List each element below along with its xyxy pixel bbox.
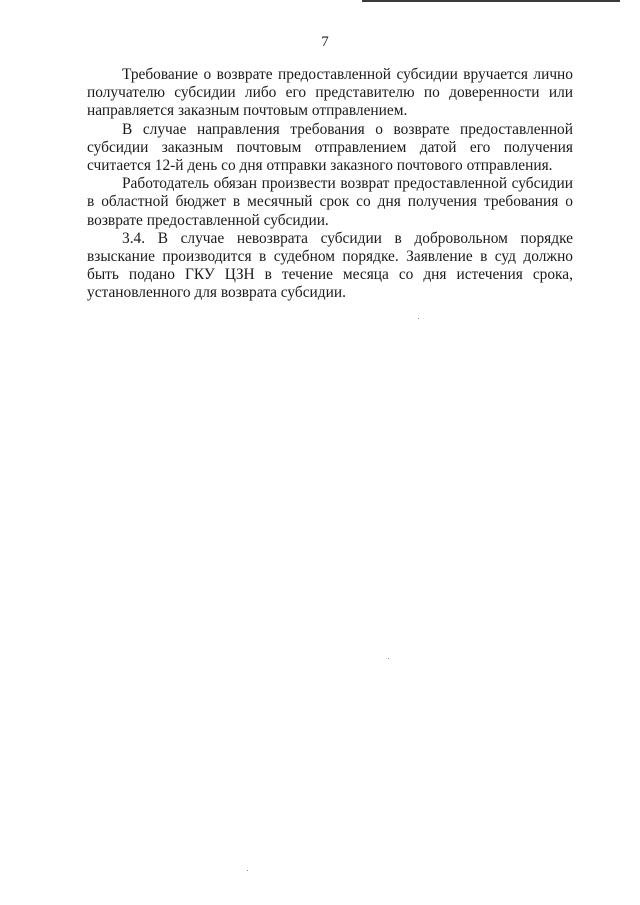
scan-speck bbox=[418, 318, 419, 319]
paragraph-receipt-date: В случае направления требования о возврате предоставленной субсидии заказным почтовым отправлением датой его получения считается 12-й день со дня отправки заказного почтового отправления. bbox=[87, 120, 573, 175]
paragraph-employer-obligation: Работодатель обязан произвести возврат предоставленной субсидии в областной бюджет в месячный срок со дня получения требования о возврате предоставленной субсидии. bbox=[87, 175, 573, 229]
top-rule bbox=[362, 0, 620, 2]
document-body bbox=[87, 66, 573, 303]
paragraph-3-4-court-recovery: 3.4. В случае невозврата субсидии в добровольном порядке взыскание производится в судебном порядке. Заявление в суд должно быть подано ГКУ ЦЗН в течение месяца со дня истечения срока, установленного для возврата субсидии. bbox=[87, 229, 573, 302]
scan-speck bbox=[247, 870, 248, 871]
paragraph-subsidy-demand-delivery: Требование о возврате предоставленной субсидии вручается лично получателю субсидии либо его представителю по доверенности или направляется заказным почтовым отправлением. bbox=[87, 66, 573, 120]
page-number: 7 bbox=[321, 34, 329, 50]
scan-speck bbox=[388, 658, 389, 659]
